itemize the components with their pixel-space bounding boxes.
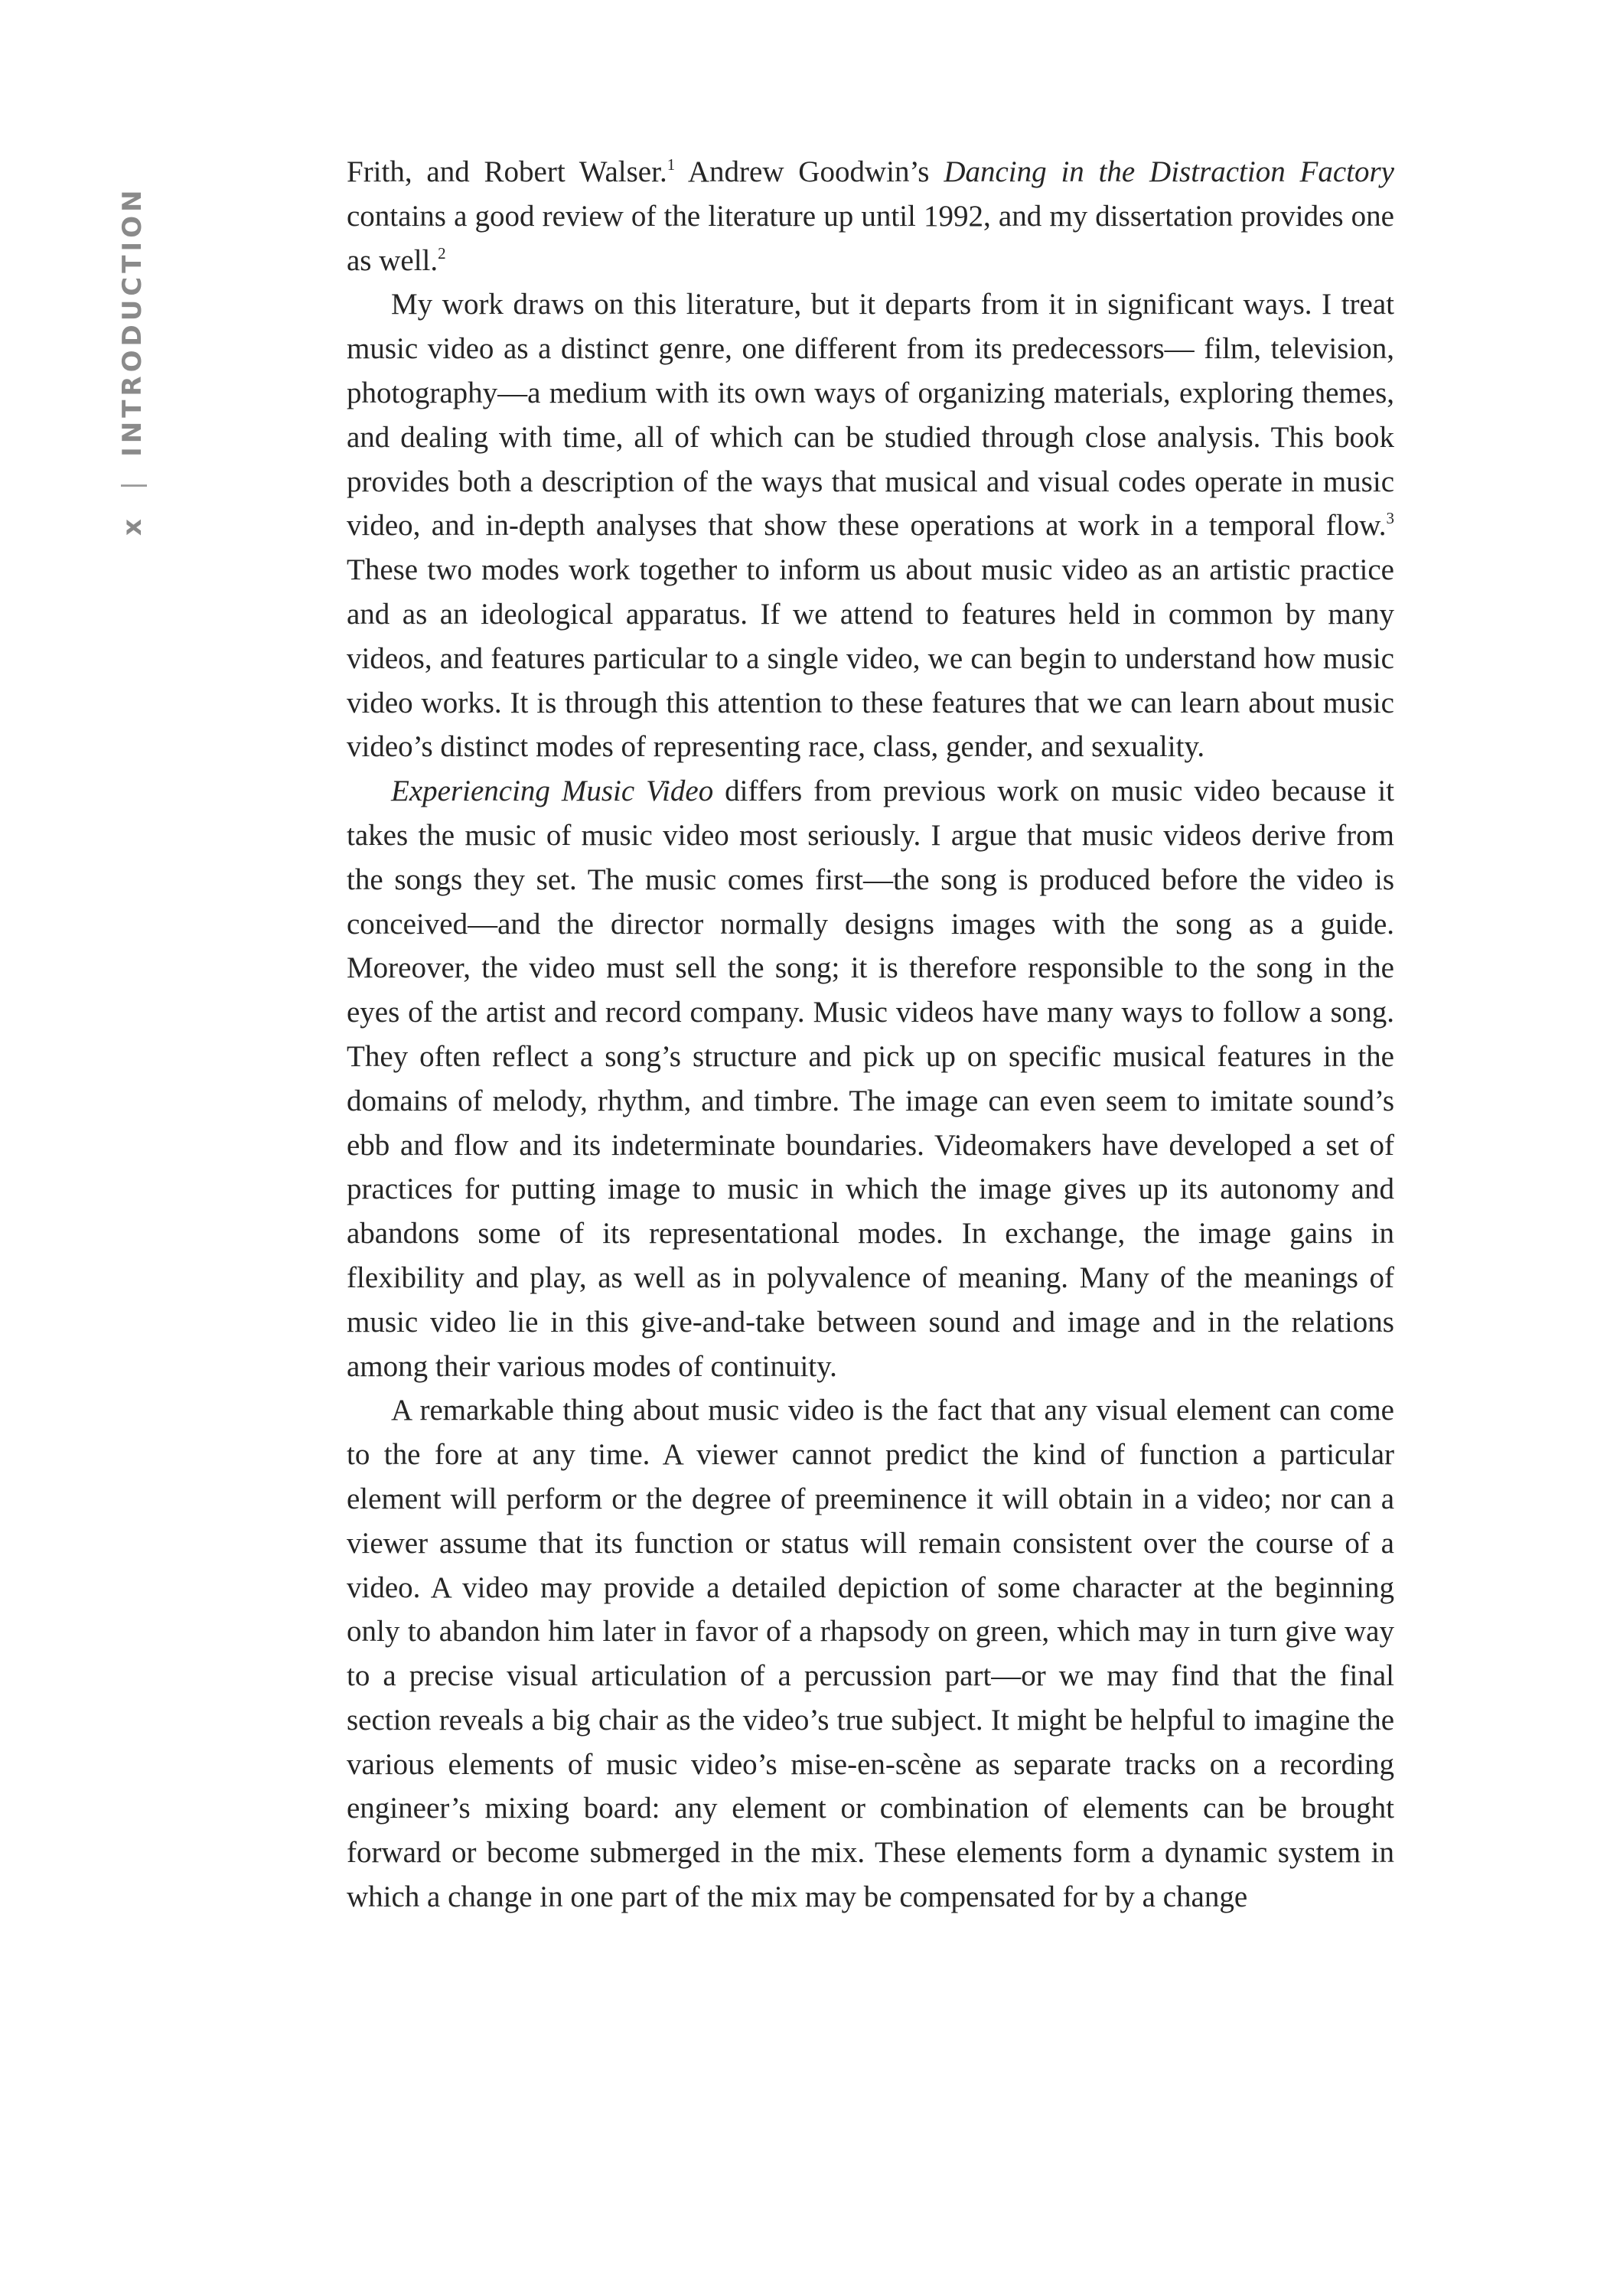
footnote-ref-1[interactable]: 1 xyxy=(667,155,676,174)
body-text xyxy=(347,150,1394,1919)
paragraph-1-text-c: contains a good review of the literature up until 1992, and my dissertation provides one as well. xyxy=(347,199,1394,277)
section-title: INTRODUCTION xyxy=(117,186,148,457)
paragraph-2-text-a: My work draws on this literature, but it departs from it in significant ways. I treat music video as a distinct genre, one different from its predecessors— film, television, photography—a medium with its own ways of organizing materials, exploring themes, and dealing with time, all of which can be studied through close analysis. This book provides both a description of the ways that musical and visual codes operate in music video, and in-depth analyses that show these operations at work in a temporal flow. xyxy=(347,288,1394,543)
paragraph-2 xyxy=(347,282,1394,769)
running-head-separator: | xyxy=(117,477,148,491)
paragraph-1 xyxy=(347,150,1394,282)
paragraph-4-text: A remarkable thing about music video is the fact that any visual element can come to the fore at any time. A viewer cannot predict the kind of function a particular element will perform or the degree of preeminence it will obtain in a video; nor can a viewer assume that its function or status will remain consistent over the course of a video. A video may provide a detailed depiction of some character at the beginning only to abandon him later in favor of a rhapsody on green, which may in turn give way to a precise visual articulation of a percussion part—or we may find that the final section reveals a big chair as the video’s true subject. It might be helpful to imagine the various elements of music video’s mise-en-scène as separate tracks on a recording engineer’s mixing board: any element or combination of elements can be brought forward or become submerged in the mix. These elements form a dynamic system in which a change in one part of the mix may be compensated for by a change xyxy=(347,1394,1394,1914)
footnote-ref-3[interactable]: 3 xyxy=(1386,509,1394,528)
paragraph-3-text: differs from previous work on music video because it takes the music of music video most seriously. I argue that music videos derive from the songs they set. The music comes first—the song is produced before the video is conceived—and the director normally designs images with the song as a guide. Moreover, the video must sell the song; it is therefore responsible to the song in the eyes of the artist and record company. Music videos have many ways to follow a song. They often reflect a song’s structure and pick up on specific musical features in the domains of melody, rhythm, and timbre. The image can even seem to imitate sound’s ebb and flow and its indeterminate boundaries. Videomakers have developed a set of practices for putting image to music in which the image gives up its autonomy and abandons some of its representational modes. In exchange, the image gains in flexibility and play, as well as in polyvalence of meaning. Many of the meanings of music video lie in this give-and-take between sound and image and in the relations among their various modes of continuity. xyxy=(347,775,1394,1383)
book-title-dancing: Dancing in the Distraction Factory xyxy=(944,155,1394,188)
paragraph-1-text-b: Andrew Goodwin’s xyxy=(675,155,944,188)
paragraph-2-text-b: These two modes work together to inform us about music video as an artistic practice and as an ideological apparatus. If we attend to features held in common by many videos, and features particular to a single video, we can begin to understand how music video works. It is through this attention to these features that we can learn about music video’s distinct modes of representing race, class, gender, and sexuality. xyxy=(347,553,1394,764)
paragraph-1-text-a: Frith, and Robert Walser. xyxy=(347,155,667,188)
book-title-experiencing: Experiencing Music Video xyxy=(391,775,714,808)
paragraph-3 xyxy=(347,769,1394,1388)
running-head xyxy=(113,168,152,536)
page-number: x xyxy=(117,515,148,536)
footnote-ref-2[interactable]: 2 xyxy=(438,243,446,263)
paragraph-4 xyxy=(347,1388,1394,1919)
